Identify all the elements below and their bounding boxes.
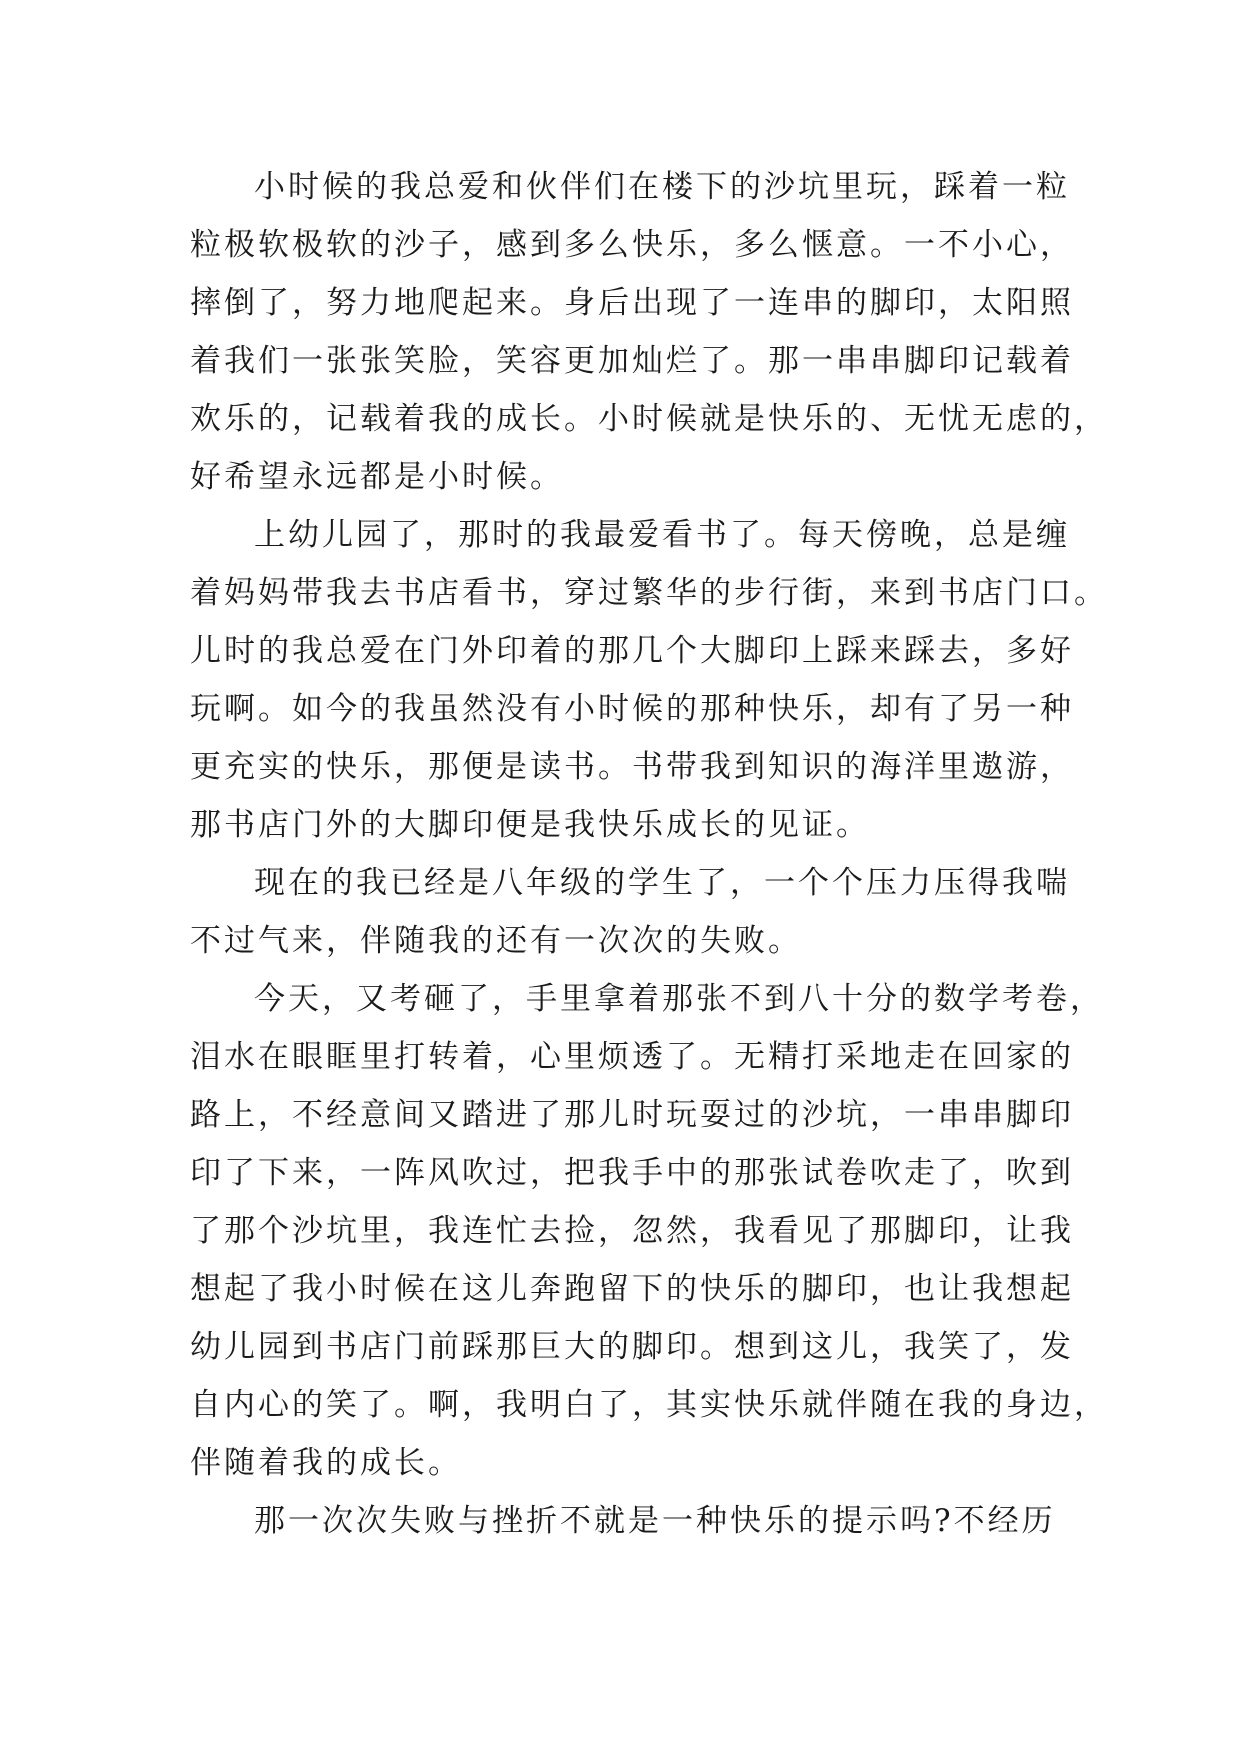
paragraph-4-line-8: 自内心的笑了。啊，我明白了，其实快乐就伴随在我的身边， bbox=[190, 1387, 1108, 1423]
paragraph-4-line-2: 泪水在眼眶里打转着，心里烦透了。无精打采地走在回家的 bbox=[190, 1039, 1074, 1075]
paragraph-2-line-1: 上幼儿园了，那时的我最爱看书了。每天傍晚，总是缠 bbox=[254, 517, 1070, 553]
paragraph-4-line-3: 路上，不经意间又踏进了那儿时玩耍过的沙坑，一串串脚印 bbox=[190, 1097, 1074, 1133]
paragraph-2-line-6: 那书店门外的大脚印便是我快乐成长的见证。 bbox=[190, 807, 870, 843]
paragraph-4-line-6: 想起了我小时候在这儿奔跑留下的快乐的脚印，也让我想起 bbox=[190, 1271, 1074, 1307]
essay-body bbox=[190, 158, 1108, 1550]
paragraph-4-line-1: 今天，又考砸了，手里拿着那张不到八十分的数学考卷， bbox=[254, 981, 1104, 1017]
paragraph-1-line-2: 粒极软极软的沙子，感到多么快乐，多么惬意。一不小心， bbox=[190, 227, 1074, 263]
paragraph-2-line-2: 着妈妈带我去书店看书，穿过繁华的步行街，来到书店门口。 bbox=[190, 575, 1108, 611]
paragraph-2-line-3: 儿时的我总爱在门外印着的那几个大脚印上踩来踩去，多好 bbox=[190, 633, 1074, 669]
paragraph-2-line-5: 更充实的快乐，那便是读书。书带我到知识的海洋里遨游， bbox=[190, 749, 1074, 785]
paragraph-4-line-4: 印了下来，一阵风吹过，把我手中的那张试卷吹走了，吹到 bbox=[190, 1155, 1074, 1191]
paragraph-1-line-3: 摔倒了，努力地爬起来。身后出现了一连串的脚印，太阳照 bbox=[190, 285, 1074, 321]
paragraph-4-line-5: 了那个沙坑里，我连忙去捡，忽然，我看见了那脚印，让我 bbox=[190, 1213, 1074, 1249]
paragraph-1-line-5: 欢乐的，记载着我的成长。小时候就是快乐的、无忧无虑的， bbox=[190, 401, 1108, 437]
paragraph-1-line-1: 小时候的我总爱和伙伴们在楼下的沙坑里玩，踩着一粒 bbox=[254, 169, 1070, 205]
paragraph-2-line-4: 玩啊。如今的我虽然没有小时候的那种快乐，却有了另一种 bbox=[190, 691, 1074, 727]
paragraph-4-line-9: 伴随着我的成长。 bbox=[190, 1445, 462, 1481]
paragraph-1-line-6: 好希望永远都是小时候。 bbox=[190, 459, 564, 495]
paragraph-1-line-4: 着我们一张张笑脸，笑容更加灿烂了。那一串串脚印记载着 bbox=[190, 343, 1074, 379]
paragraph-3-line-1: 现在的我已经是八年级的学生了，一个个压力压得我喘 bbox=[254, 865, 1070, 901]
paragraph-3-line-2: 不过气来，伴随我的还有一次次的失败。 bbox=[190, 923, 802, 959]
paragraph-4-line-7: 幼儿园到书店门前踩那巨大的脚印。想到这儿，我笑了，发 bbox=[190, 1329, 1074, 1365]
paragraph-5-line-1: 那一次次失败与挫折不就是一种快乐的提示吗?不经历 bbox=[254, 1503, 1056, 1539]
